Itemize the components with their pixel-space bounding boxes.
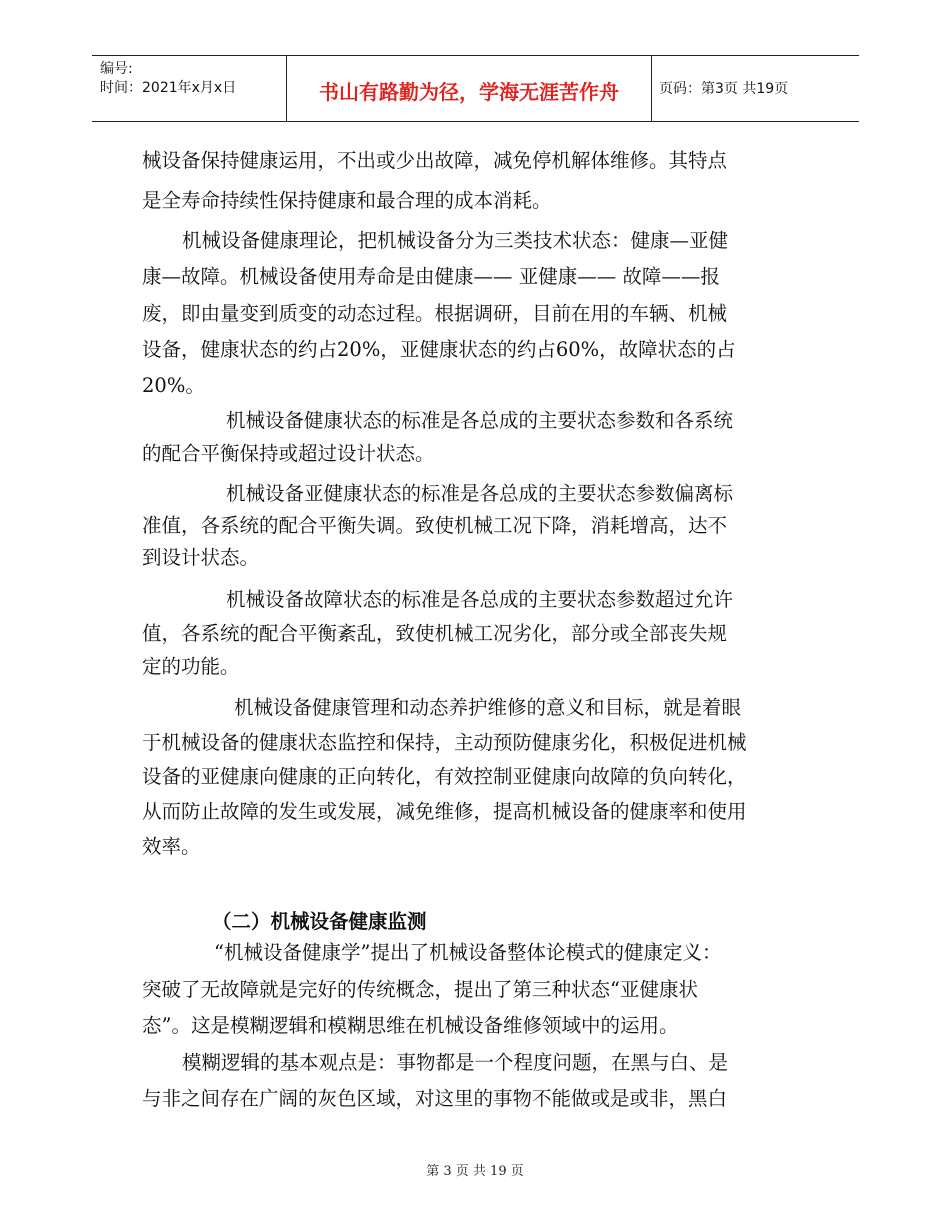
body-line: 的配合平衡保持或超过设计状态。 [142,442,435,465]
page-footer: 第 3 页 共 19 页 [426,1164,524,1179]
body-line: 机械设备故障状态的标准是各总成的主要状态参数超过允许 [226,588,734,611]
header-top-rule [92,55,859,56]
body-line: 突破了无故障就是完好的传统概念，提出了第三种状态“亚健康状 [142,978,698,1001]
body-line: 是全寿命持续性保持健康和最合理的成本消耗。 [142,189,552,212]
header-divider-right [651,55,652,121]
body-line: 康—故障。机械设备使用寿命是由健康—— 亚健康—— 故障——报 [142,265,720,288]
body-line: 20%。 [142,374,205,397]
body-line: 态”。这是模糊逻辑和模糊思维在机械设备维修领域中的运用。 [142,1014,679,1037]
body-line: 机械设备亚健康状态的标准是各总成的主要状态参数偏离标 [226,482,734,505]
header-number-label: 编号: [100,61,133,77]
body-line: 设备的亚健康向健康的正向转化，有效控制亚健康向故障的负向转化， [142,765,747,788]
body-line: 废，即由量变到质变的动态过程。根据调研，目前在用的车辆、机械 [142,302,728,325]
body-line: 设备，健康状态的约占20%，亚健康状态的约占60%，故障状态的占 [142,338,736,361]
body-line: 效率。 [142,835,201,858]
header-page-label: 页码：第3页 共19页 [659,81,789,97]
body-line: 械设备保持健康运用，不出或少出故障，减免停机解体维修。其特点 [142,149,728,172]
body-line: 机械设备健康管理和动态养护维修的意义和目标，就是着眼 [234,696,742,719]
section-heading: （二）机械设备健康监测 [212,910,427,933]
header-motto: 书山有路勤为径，学海无涯苦作舟 [319,80,619,104]
body-line: 于机械设备的健康状态监控和保持，主动预防健康劣化，积极促进机械 [142,731,747,754]
body-line: 从而防止故障的发生或发展，减免维修，提高机械设备的健康率和使用 [142,800,747,823]
header-time-label: 时间：2021年x月x日 [100,80,237,96]
body-line: 机械设备健康状态的标准是各总成的主要状态参数和各系统 [226,409,734,432]
body-line: 与非之间存在广阔的灰色区域，对这里的事物不能做或是或非，黑白 [142,1087,728,1110]
body-line: 到设计状态。 [142,546,260,569]
body-line: 模糊逻辑的基本观点是：事物都是一个程度问题，在黑与白、是 [182,1051,729,1074]
body-line: 机械设备健康理论，把机械设备分为三类技术状态：健康—亚健 [182,229,729,252]
header-divider-left [286,55,287,121]
body-line: “机械设备健康学”提出了机械设备整体论模式的健康定义： [214,941,722,964]
body-line: 定的功能。 [142,655,240,678]
header-bottom-rule [92,121,859,122]
body-line: 值，各系统的配合平衡紊乱，致使机械工况劣化，部分或全部丧失规 [142,622,728,645]
body-line: 准值，各系统的配合平衡失调。致使机械工况下降，消耗增高，达不 [142,514,728,537]
